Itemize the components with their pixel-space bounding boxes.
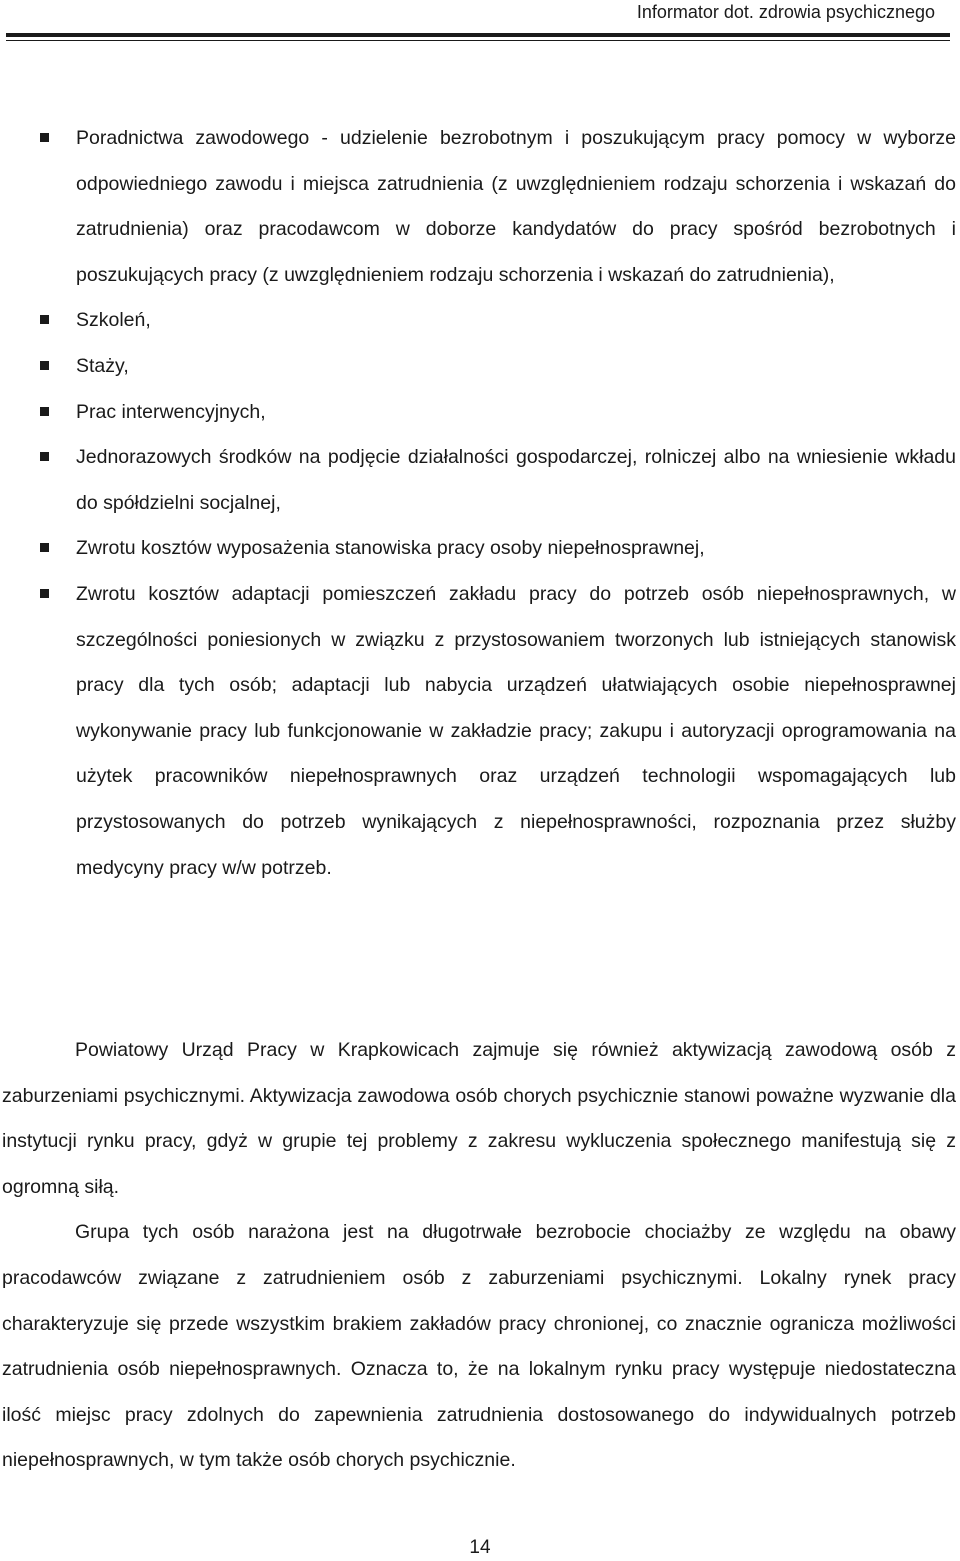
- list-item: [0, 572, 960, 891]
- paragraph: Powiatowy Urząd Pracy w Krapkowicach zajmuje się również aktywizacją zawodową osób z zaburzeniami psychicznymi. Aktywizacja zawodowa osób chorych psychicznie stanowi poważne wyzwanie dla instytucji rynku pracy, gdyż w grupie tej problemy z zakresu wykluczenia społecznego manifestują się z ogromną siłą.: [2, 1039, 956, 1198]
- header-title: Informator dot. zdrowia psychicznego: [636, 2, 935, 22]
- list-item-text: Prac interwencyjnych,: [76, 400, 266, 423]
- paragraph: Grupa tych osób narażona jest na długotrwałe bezrobocie chociażby ze względu na obawy pracodawców związane z zatrudnieniem osób z zaburzeniami psychicznymi. Lokalny rynek pracy charakteryzuje się przede wszystkim brakiem zakładów pracy chronionej, co znacznie ogranicza możliwości zatrudnienia osób niepełnosprawnych. Oznacza to, że na lokalnym rynku pracy występuje niedostateczna ilość miejsc pracy zdolnych do zapewnienia zatrudnienia dostosowanego do indywidualnych potrzeb niepełnosprawnych, w tym także osób chorych psychicznie.: [2, 1221, 956, 1472]
- page-number: 14: [469, 1537, 491, 1558]
- square-bullet-icon: [40, 315, 49, 324]
- list-item: [0, 116, 960, 298]
- list-item-text: Jednorazowych środków na podjęcie działalności gospodarczej, rolniczej albo na wniesienie wkładu do spółdzielni socjalnej,: [76, 446, 956, 514]
- square-bullet-icon: [40, 543, 49, 552]
- list-item-text: Zwrotu kosztów adaptacji pomieszczeń zakładu pracy do potrzeb osób niepełnosprawnych, w szczególności poniesionych w związku z przystosowaniem tworzonych lub istniejących stanowisk pracy dla tych osób; adaptacji lub nabycia urządzeń ułatwiających osobie niepełnosprawnej wykonywanie pracy lub funkcjonowanie w zakładzie pracy; zakupu i autoryzacji oprogramowania na użytek pracowników niepełnosprawnych oraz urządzeń technologii wspomagających lub przystosowanych do potrzeb wynikających z niepełnosprawności, rozpoznania przez służby medycyny pracy w/w potrzeb.: [76, 582, 956, 879]
- square-bullet-icon: [40, 452, 49, 461]
- list-item: [0, 390, 960, 436]
- square-bullet-icon: [40, 589, 49, 598]
- square-bullet-icon: [40, 361, 49, 370]
- list-item-text: Staży,: [76, 354, 129, 377]
- page-header: [0, 0, 960, 46]
- list-item: [0, 435, 960, 526]
- list-item: [0, 344, 960, 390]
- list-item: [0, 298, 960, 344]
- square-bullet-icon: [40, 407, 49, 416]
- header-rule-thin: [6, 40, 950, 41]
- list-item-text: Szkoleń,: [76, 309, 151, 332]
- body-text: [2, 1028, 956, 1484]
- square-bullet-icon: [40, 133, 49, 142]
- list-item: [0, 526, 960, 572]
- list-item-text: Zwrotu kosztów wyposażenia stanowiska pracy osoby niepełnosprawnej,: [76, 537, 705, 560]
- list-item-text: Poradnictwa zawodowego - udzielenie bezrobotnym i poszukującym pracy pomocy w wyborze odpowiedniego zawodu i miejsca zatrudnienia (z uwzględnieniem rodzaju schorzenia i wskazań do zatrudnienia) oraz pracodawcom w doborze kandydatów do pracy spośród bezrobotnych i poszukujących pracy (z uwzględnieniem rodzaju schorzenia i wskazań do zatrudnienia),: [76, 127, 956, 286]
- header-rule-thick: [6, 33, 950, 37]
- bullet-list: [0, 116, 960, 891]
